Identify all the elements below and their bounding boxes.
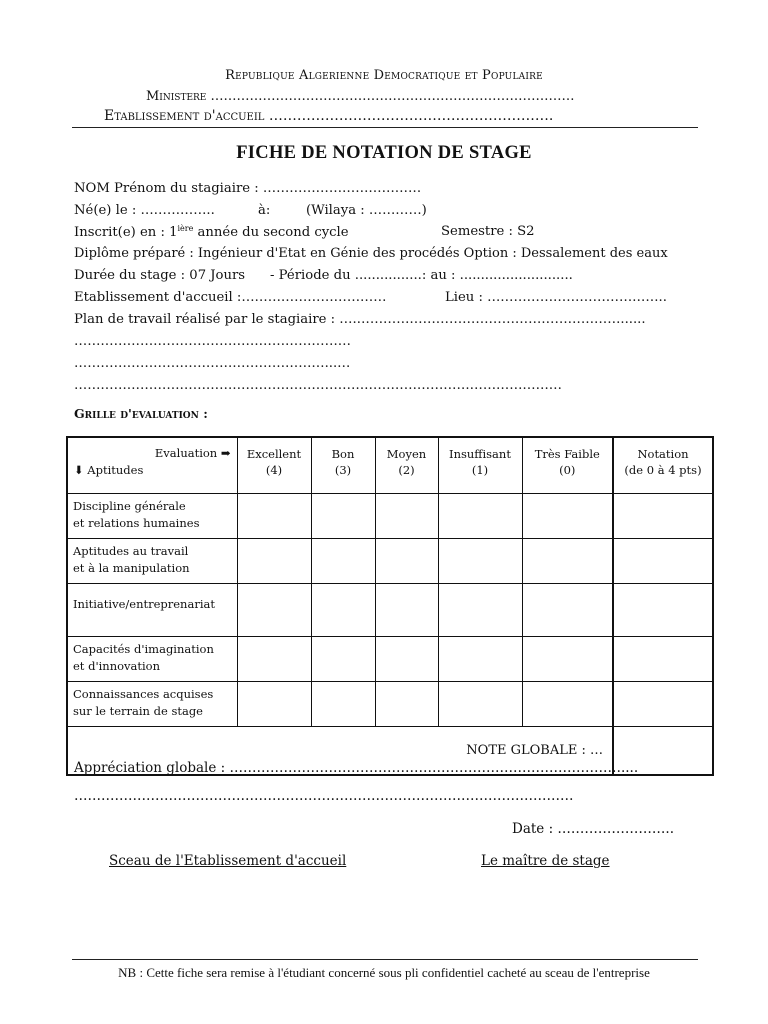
grid-row-initiative [67,584,713,637]
grid-cell[interactable] [237,494,311,539]
field-appreciation-line2: ………………………………………………………………………………………………… [74,788,574,804]
column-header-excellent: Excellent (4) [237,437,311,494]
field-ne-le: Né(e) le : …………….. [74,203,215,218]
grid-cell[interactable] [311,682,375,727]
grid-cell[interactable] [438,539,522,584]
note-globale-label: NOTE GLOBALE : … [67,727,613,776]
grid-cell[interactable] [375,637,438,682]
grid-section-title: Grille d'evaluation : [74,406,208,421]
grid-cell[interactable] [375,539,438,584]
field-inscrit: Inscrit(e) en : $1^{ière}$ année du second cycle [74,224,349,240]
grid-cell[interactable] [522,637,613,682]
header-divider [72,127,698,128]
grid-row-connaissances [67,682,713,727]
field-plan-line2: ……………………………………………………… [74,334,351,349]
notation-cell[interactable] [613,584,713,637]
grid-row-discipline [67,494,713,539]
column-header-bon: Bon (3) [311,437,375,494]
grid-cell[interactable] [237,539,311,584]
column-header-moyen: Moyen (2) [375,437,438,494]
row-label: Capacités d'imagination et d'innovation [67,637,237,682]
row-label: Connaissances acquises sur le terrain de stage [67,682,237,727]
grid-cell[interactable] [311,584,375,637]
grid-cell[interactable] [438,637,522,682]
footer-note: NB : Cette fiche sera remise à l'étudiant concerné sous pli confidentiel cacheté au sceau de l'entreprise [118,965,650,980]
field-semestre: Semestre : S2 [441,224,535,239]
grid-cell[interactable] [237,682,311,727]
field-appreciation: Appréciation globale : …………………………………………………………………………….... [74,760,639,776]
field-duree: Durée du stage : 07 Jours [74,268,246,283]
notation-cell[interactable] [613,637,713,682]
field-lieu: Lieu : ………………………………….. [445,290,667,305]
grid-cell[interactable] [522,539,613,584]
grid-cell[interactable] [311,494,375,539]
row-label: Aptitudes au travail et à la manipulation [67,539,237,584]
header-ministere: Ministere ………………………………………………………………………… [146,89,575,104]
field-plan-line3: …………………………………………………...… [74,356,351,371]
grid-row-imagination [67,637,713,682]
field-wilaya: (Wilaya : …………) [306,203,427,218]
grid-cell[interactable] [438,494,522,539]
notation-cell[interactable] [613,682,713,727]
grid-cell[interactable] [438,584,522,637]
grid-cell[interactable] [522,682,613,727]
column-header-notation: Notation (de 0 à 4 pts) [613,437,713,494]
column-header-tres-faible: Très Faible (0) [522,437,613,494]
grid-cell[interactable] [311,637,375,682]
grid-cell[interactable] [375,584,438,637]
field-plan-line4: ………………………………………………………………………………………………… [74,378,562,393]
field-diplome: Diplôme préparé : Ingénieur d'Etat en Génie des procédés Option : Dessalement des eaux [74,246,668,261]
row-label: Initiative/entreprenariat [67,584,237,637]
field-date: Date : …………………….. [512,821,674,837]
evaluation-grid [66,436,714,776]
page-title: FICHE DE NOTATION DE STAGE [236,143,532,163]
notation-cell[interactable] [613,539,713,584]
footer-divider [72,959,698,960]
field-nom: NOM Prénom du stagiaire : ……………………………… [74,181,422,196]
field-etablissement: Etablissement d'accueil :…………………………… [74,290,387,305]
grid-cell[interactable] [522,584,613,637]
signature-maitre-label: Le maître de stage [481,853,610,869]
field-a: à: [258,203,271,218]
row-label: Discipline générale et relations humaines [67,494,237,539]
grid-cell[interactable] [375,682,438,727]
header-etablissement: Etablissement d'accueil ……………………………………………………. [104,108,554,124]
grid-row-aptitudes [67,539,713,584]
aptitudes-axis-label: ⬇ Aptitudes [74,463,144,477]
header-republique: Republique Algerienne Democratique et Populaire [225,68,543,83]
signature-sceau-label: Sceau de l'Etablissement d'accueil [109,853,347,869]
grid-cell[interactable] [438,682,522,727]
field-periode: - Période du ................: au : ........................... [270,268,573,283]
grid-cell[interactable] [522,494,613,539]
grid-cell[interactable] [237,584,311,637]
grid-corner-cell [67,437,237,494]
column-header-insuffisant: Insuffisant (1) [438,437,522,494]
field-plan: Plan de travail réalisé par le stagiaire : ….……………………………………………………...... [74,312,646,327]
grid-cell[interactable] [375,494,438,539]
notation-cell[interactable] [613,494,713,539]
grid-cell[interactable] [237,637,311,682]
grid-cell[interactable] [311,539,375,584]
evaluation-axis-label: Evaluation ➡ [154,446,231,460]
